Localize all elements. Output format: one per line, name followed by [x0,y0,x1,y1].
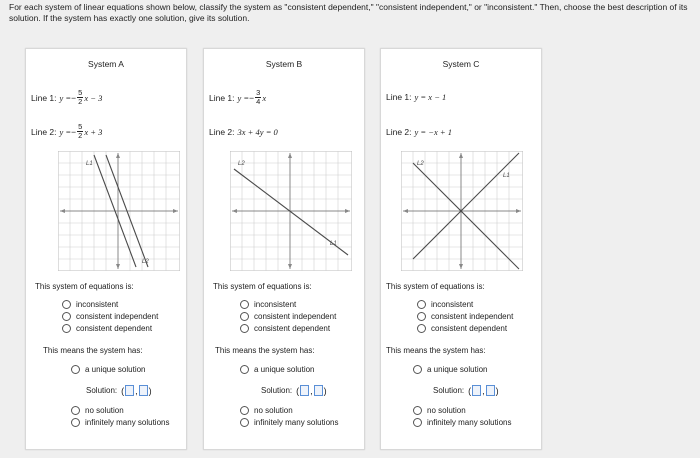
x-input-box[interactable] [125,385,134,396]
solution-entry: Solution: ( , ) [86,385,152,396]
graph-label-l2: L2 [142,259,149,265]
radio-button[interactable] [71,406,80,415]
graph-label-l1: L1 [503,173,510,179]
option-no-solution[interactable]: no solution [71,406,124,415]
system-title: System A [88,59,124,69]
radio-button[interactable] [240,418,249,427]
option-consistent-independent[interactable]: consistent independent [417,312,513,321]
means-prompt: This means the system has: [215,346,315,355]
option-consistent-independent[interactable]: consistent independent [240,312,336,321]
option-consistent-dependent[interactable]: consistent dependent [240,324,330,333]
solution-entry: Solution: ( , ) [261,385,327,396]
radio-button[interactable] [413,418,422,427]
graph-label-l2: L2 [417,161,424,167]
fraction: $\frac{3}{4}$ [256,88,261,106]
x-input-box[interactable] [300,385,309,396]
system-a-panel [25,48,187,450]
graph-svg [401,151,523,271]
option-no-solution[interactable]: no solution [413,406,466,415]
option-inconsistent[interactable]: inconsistent [62,300,118,309]
option-consistent-independent[interactable]: consistent independent [62,312,158,321]
option-infinitely-many[interactable]: infinitely many solutions [413,418,511,427]
fraction: $\frac{5}{2}$ [78,122,83,140]
system-b-panel [203,48,365,450]
option-infinitely-many[interactable]: infinitely many solutions [71,418,169,427]
radio-button[interactable] [71,418,80,427]
classify-prompt: This system of equations is: [386,282,485,291]
radio-button[interactable] [240,300,249,309]
radio-button[interactable] [62,300,71,309]
system-c-graph [401,151,523,271]
system-b-graph [230,151,352,271]
radio-button[interactable] [417,300,426,309]
y-input-box[interactable] [314,385,323,396]
classify-prompt: This system of equations is: [35,282,134,291]
option-consistent-dependent[interactable]: consistent dependent [62,324,152,333]
solution-entry: Solution: ( , ) [433,385,499,396]
option-infinitely-many[interactable]: infinitely many solutions [240,418,338,427]
point-input[interactable]: ( , ) [121,385,152,396]
graph-label-l1: L1 [86,161,93,167]
radio-button[interactable] [62,324,71,333]
radio-button[interactable] [240,365,249,374]
graph-svg [58,151,180,271]
system-title: System C [442,59,480,69]
instructions: For each system of linear equations shown below, classify the system as "consistent dependent," "consistent independent," or "inconsistent." Then, choose the best description of its solution. If the system has exactly one solution, give its solution. [9,2,688,23]
radio-button[interactable] [417,312,426,321]
y-input-box[interactable] [486,385,495,396]
radio-button[interactable] [62,312,71,321]
radio-button[interactable] [413,406,422,415]
graph-label-l2: L2 [238,161,245,167]
radio-button[interactable] [71,365,80,374]
point-input[interactable]: ( , ) [468,385,499,396]
option-no-solution[interactable]: no solution [240,406,293,415]
line1-equation: Line 1: y = − $\frac{3}{4}$ x [209,88,267,106]
point-input[interactable]: ( , ) [296,385,327,396]
option-unique-solution[interactable]: a unique solution [413,365,488,374]
means-prompt: This means the system has: [43,346,143,355]
y-input-box[interactable] [139,385,148,396]
line1-equation: Line 1: y = x − 1 [386,92,447,102]
option-unique-solution[interactable]: a unique solution [71,365,146,374]
line2-equation: Line 2: y = −x + 1 [386,127,453,137]
radio-button[interactable] [413,365,422,374]
classify-prompt: This system of equations is: [213,282,312,291]
fraction: $\frac{5}{2}$ [78,88,83,106]
radio-button[interactable] [240,406,249,415]
option-inconsistent[interactable]: inconsistent [417,300,473,309]
option-inconsistent[interactable]: inconsistent [240,300,296,309]
system-a-graph [58,151,180,271]
radio-button[interactable] [240,324,249,333]
system-c-panel [380,48,542,450]
line1-equation: Line 1: y = − $\frac{5}{2}$ x − 3 [31,88,103,106]
line2-equation: Line 2: 3x + 4y = 0 [209,127,278,137]
option-consistent-dependent[interactable]: consistent dependent [417,324,507,333]
system-title: System B [265,59,303,69]
x-input-box[interactable] [472,385,481,396]
line2-equation: Line 2: y = − $\frac{5}{2}$ x + 3 [31,122,103,140]
radio-button[interactable] [417,324,426,333]
graph-label-l1: L1 [330,241,337,247]
radio-button[interactable] [240,312,249,321]
option-unique-solution[interactable]: a unique solution [240,365,315,374]
graph-svg [230,151,352,271]
means-prompt: This means the system has: [386,346,486,355]
